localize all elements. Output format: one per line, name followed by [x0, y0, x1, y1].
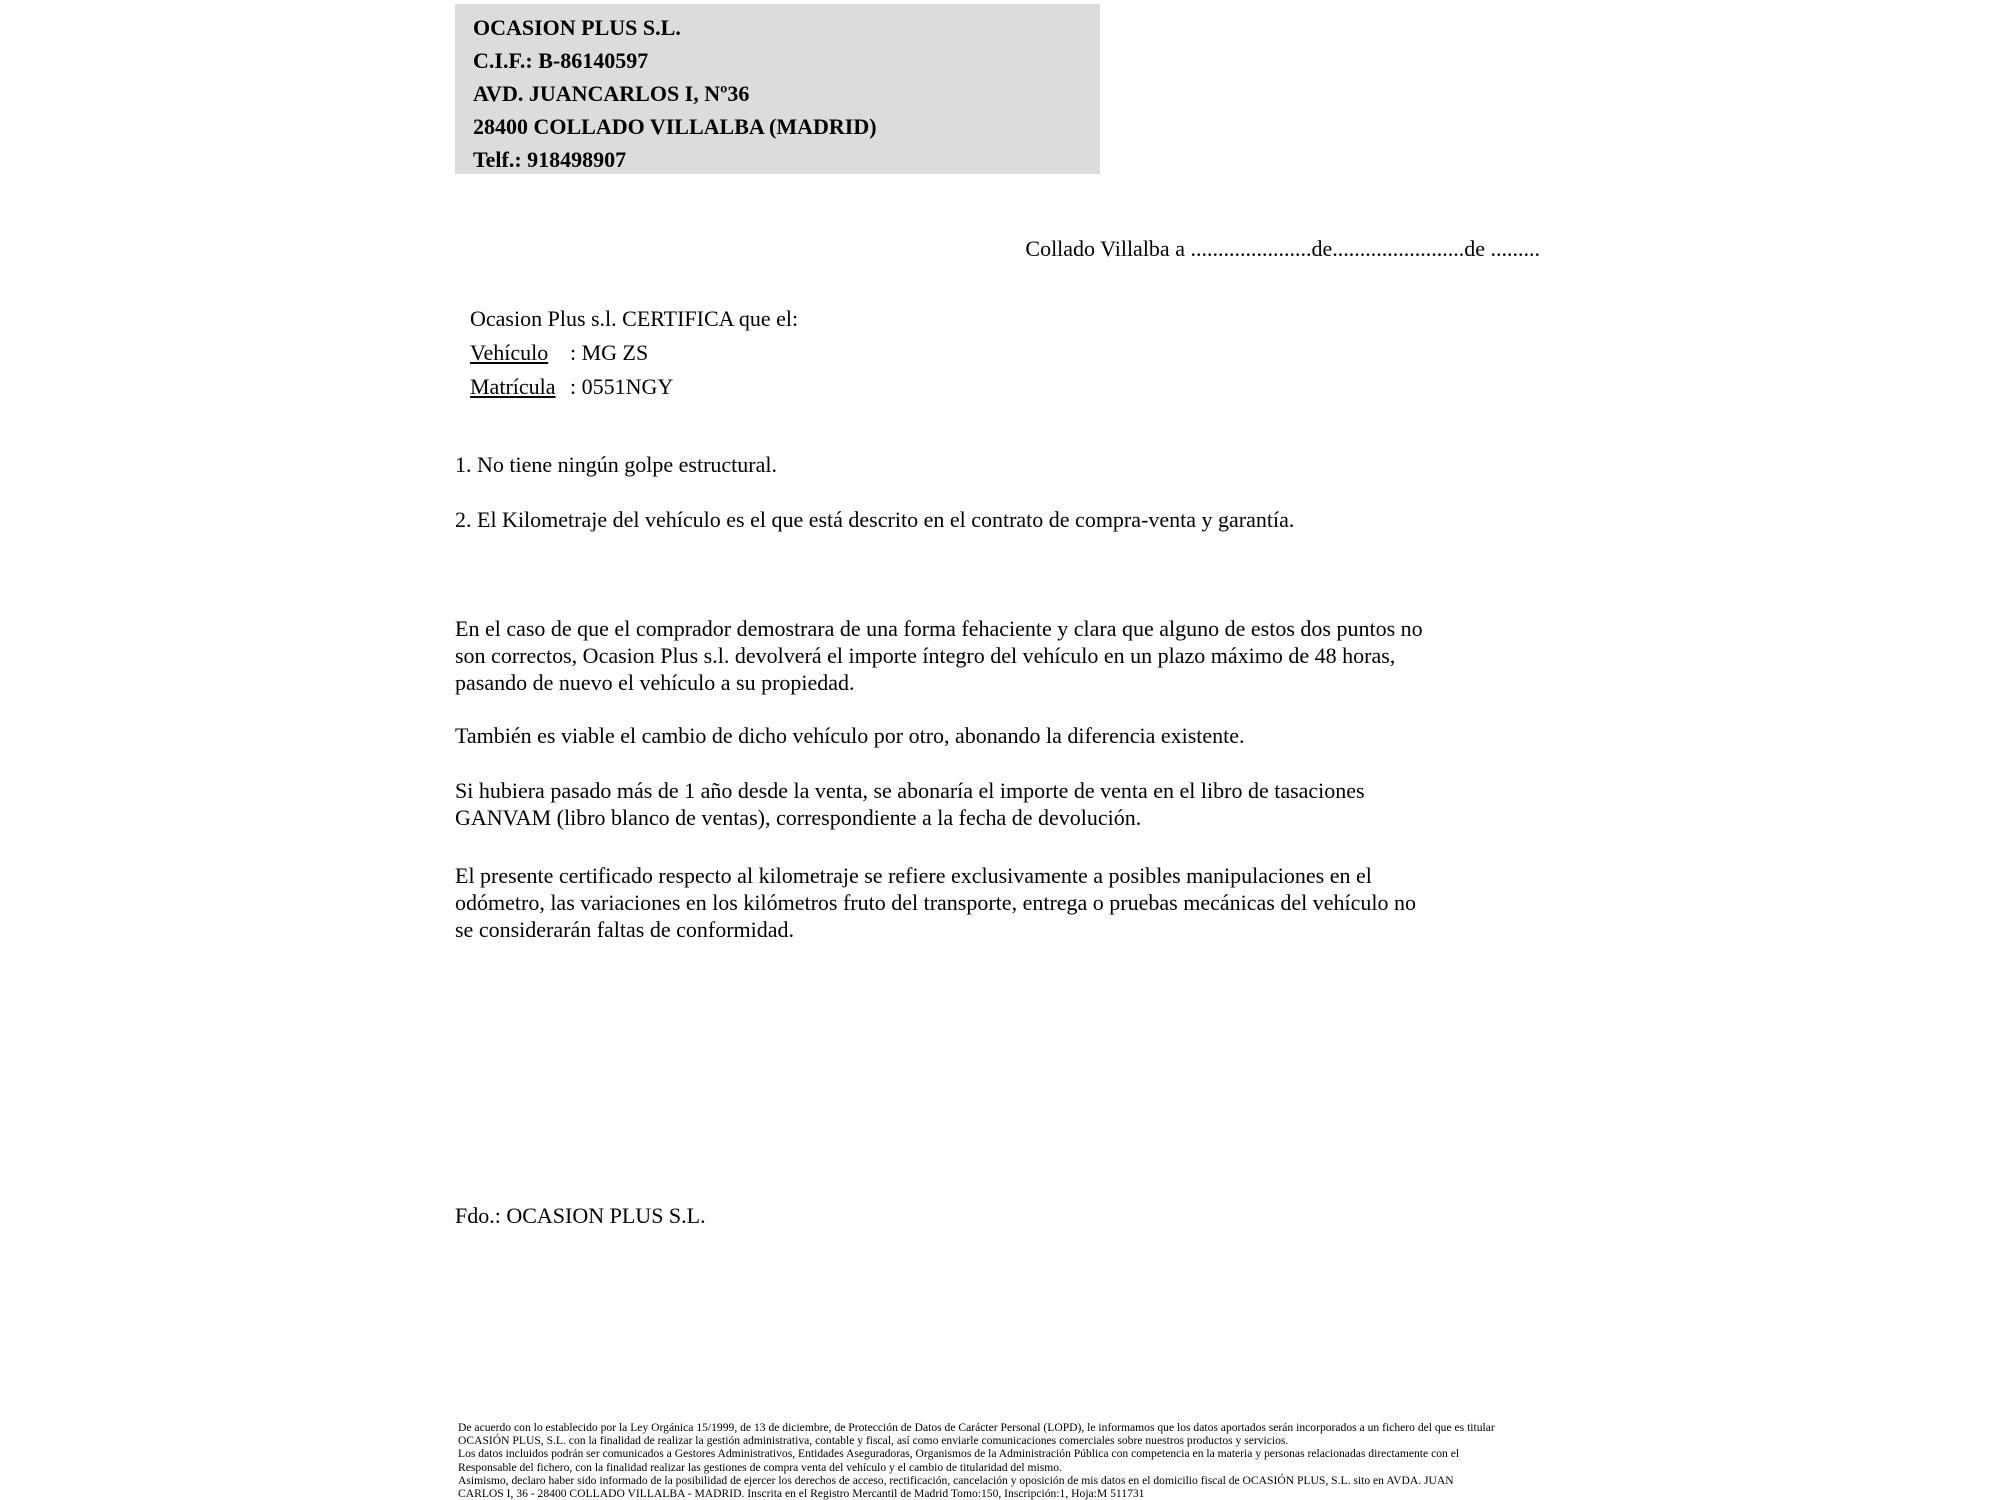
certification-point-2: 2. El Kilometraje del vehículo es el que está descrito en el contrato de compra-venta y garantía. — [455, 507, 1295, 532]
signature-line: Fdo.: OCASION PLUS S.L. — [455, 1203, 706, 1228]
paragraph-line: se considerarán faltas de conformidad. — [455, 917, 795, 942]
company-header-box — [455, 4, 1100, 174]
legal-footer-line: Los datos incluidos podrán ser comunicados a Gestores Administrativos, Entidades Aseguradoras, Organismos de la Administración Pública con competencia en la materia y personas relacionadas directamente con el — [458, 1447, 1460, 1461]
paragraph-exchange-option — [455, 722, 1245, 749]
paragraph-line: pasando de nuevo el vehículo a su propiedad. — [455, 670, 855, 695]
legal-footer — [458, 1421, 1568, 1500]
certificate-block — [470, 302, 798, 404]
paragraph-line: odómetro, las variaciones en los kilómetros fruto del transporte, entrega o pruebas mecánicas del vehículo no — [455, 890, 1416, 915]
paragraph-ganvam-valuation — [455, 777, 1365, 831]
vehicle-label: Vehículo — [470, 340, 549, 365]
legal-footer-line: CARLOS I, 36 - 28400 COLLADO VILLALBA - MADRID. Inscrita en el Registro Mercantil de Madrid Tomo:150, Inscripción:1, Hoja:M 511731 — [458, 1487, 1145, 1500]
legal-footer-line: De acuerdo con lo establecido por la Ley Orgánica 15/1999, de 13 de diciembre, de Protección de Datos de Carácter Personal (LOPD), le informamos que los datos aportados serán incorporados a un fichero del que es titular — [458, 1421, 1495, 1434]
company-city: 28400 COLLADO VILLALBA (MADRID) — [473, 114, 877, 139]
date-line: Collado Villalba a ......................de........................de ......... — [1025, 236, 1540, 261]
paragraph-refund-policy — [455, 615, 1423, 696]
plate-value: : 0551NGY — [570, 374, 674, 399]
paragraph-line: GANVAM (libro blanco de ventas), correspondiente a la fecha de devolución. — [455, 805, 1142, 830]
paragraph-line: El presente certificado respecto al kilometraje se refiere exclusivamente a posibles manipulaciones en el — [455, 863, 1372, 888]
legal-footer-line: OCASIÓN PLUS, S.L. con la finalidad de realizar la gestión administrativa, contable y fiscal, así como enviarle comunicaciones comerciales sobre nuestros productos y servicios. — [458, 1434, 1289, 1448]
legal-footer-line: Responsable del fichero, con la finalidad realizar las gestiones de compra venta del vehículo y el cambio de titularidad del mismo. — [458, 1460, 1062, 1474]
vehicle-field — [470, 336, 798, 370]
certification-point-1: 1. No tiene ningún golpe estructural. — [455, 452, 777, 477]
plate-label: Matrícula — [470, 374, 556, 399]
legal-footer-line: Asimismo, declaro haber sido informado de la posibilidad de ejercer los derechos de acceso, rectificación, cancelación y oposición de mis datos en el domicilio fiscal de OCASIÓN PLUS, S.L. sito en AVDA. JUAN — [458, 1473, 1454, 1487]
paragraph-line: son correctos, Ocasion Plus s.l. devolverá el importe íntegro del vehículo en un plazo máximo de 48 horas, — [455, 643, 1396, 668]
company-cif: C.I.F.: B-86140597 — [473, 48, 649, 73]
paragraph-line: También es viable el cambio de dicho vehículo por otro, abonando la diferencia existente. — [455, 723, 1245, 748]
certificate-title: Ocasion Plus s.l. CERTIFICA que el: — [470, 306, 799, 331]
vehicle-value: : MG ZS — [570, 340, 649, 365]
paragraph-line: Si hubiera pasado más de 1 año desde la venta, se abonaría el importe de venta en el libro de tasaciones — [455, 778, 1365, 803]
paragraph-odometer-disclaimer — [455, 862, 1416, 943]
paragraph-line: En el caso de que el comprador demostrara de una forma fehaciente y clara que alguno de estos dos puntos no — [455, 616, 1423, 641]
company-address: AVD. JUANCARLOS I, Nº36 — [473, 81, 750, 106]
company-name: OCASION PLUS S.L. — [473, 15, 681, 40]
plate-field — [470, 370, 798, 404]
company-phone: Telf.: 918498907 — [473, 147, 627, 172]
